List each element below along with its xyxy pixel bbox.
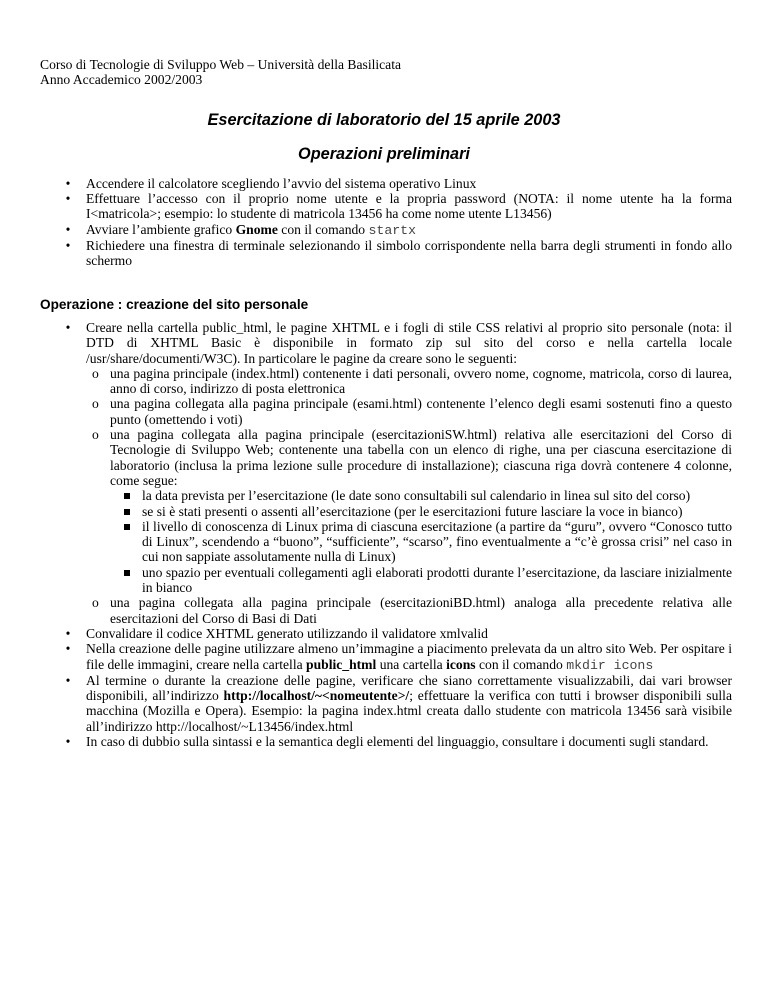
list-item-text: Creare nella cartella public_html, le pagine XHTML e i fogli di stile CSS relativi al proprio sito personale (nota: il DTD di XHTML Basic è disponibile in formato zip sul sito del corso e nella cartella locale /usr/share/documenti/W3C). In particolare le pagine da creare sono le seguenti: — [86, 320, 732, 366]
header-year-line: Anno Accademico 2002/2003 — [40, 71, 203, 87]
circle-bullet-icon: o — [92, 595, 99, 611]
list-item-text: Convalidare il codice XHTML generato utilizzando il validatore xmlvalid — [86, 625, 488, 641]
bullet-icon: • — [65, 641, 71, 657]
list-item — [64, 734, 732, 749]
circle-bullet-icon: o — [92, 427, 99, 443]
command-code: startx — [368, 222, 416, 238]
list-item — [64, 222, 732, 238]
sublist-item-text: una pagina collegata alla pagina principale (esami.html) contenente l’elenco degli esami sostenuti fino a questo punto (omettendo i voti) — [110, 396, 732, 427]
bullet-icon: • — [65, 734, 71, 750]
list-item — [64, 673, 732, 734]
section-heading: Operazione : creazione del sito personale — [40, 297, 309, 312]
square-bullet-icon — [124, 509, 130, 515]
preliminary-list — [64, 176, 732, 268]
column-item — [110, 504, 732, 519]
list-item-text: Accendere il calcolatore scegliendo l’avvio del sistema operativo Linux — [86, 176, 477, 191]
bullet-icon: • — [65, 672, 71, 688]
list-item — [64, 320, 732, 626]
bullet-icon: • — [65, 221, 71, 237]
sublist-item — [86, 595, 732, 626]
column-item — [110, 488, 732, 503]
url-emphasis: http://localhost/~<nomeutente>/ — [223, 688, 410, 704]
bullet-icon: • — [65, 625, 71, 641]
page-title: Esercitazione di laboratorio del 15 aprile 2003 — [207, 111, 561, 129]
section-subtitle: Operazioni preliminari — [298, 145, 470, 163]
sublist-item — [86, 366, 732, 397]
operations-list — [64, 320, 732, 749]
header-course-line: Corso di Tecnologie di Sviluppo Web – Università della Basilicata — [40, 57, 402, 72]
list-item — [64, 626, 732, 641]
circle-bullet-icon: o — [92, 365, 99, 381]
columns-sublist — [110, 488, 732, 595]
list-item — [64, 238, 732, 268]
sublist-item-text: una pagina principale (index.html) contenente i dati personali, ovvero nome, cognome, matricola, corso di laurea, anno di corso, indirizzo di posta elettronica — [110, 365, 732, 397]
column-item-text: la data prevista per l’esercitazione (le date sono consultabili sul calendario in linea sul sito del corso) — [142, 488, 691, 504]
list-item-text: Richiedere una finestra di terminale selezionando il simbolo corrispondente nella barra degli strumenti in fondo allo schermo — [86, 237, 732, 269]
list-item-text: Avviare l’ambiente grafico — [86, 221, 236, 237]
list-item-text: Nella creazione delle pagine utilizzare almeno un’immagine a piacimento prelevata da un altro sito Web. Per ospitare i file delle immagini, creare nella cartella — [86, 641, 732, 672]
command-code: mkdir icons — [566, 657, 654, 673]
list-item-text: una cartella — [376, 656, 447, 672]
pages-sublist — [86, 366, 732, 626]
sublist-item-text: una pagina collegata alla pagina principale (esercitazioniBD.html) analoga alla precedente relativa alle esercitazioni del Corso di Basi di Dati — [110, 595, 732, 626]
list-item-text: ; effettuare la verifica con tutti i browser disponibili sulla macchina (Mozilla e Opera). Esempio: la pagina index.html creata dallo studente con matricola 13456 sarà visibile all’indirizzo http://localhost/~L13456/index.html — [86, 688, 732, 734]
document-header — [40, 58, 401, 87]
bullet-icon: • — [65, 176, 71, 191]
sublist-item — [86, 427, 732, 595]
list-item-text: Effettuare l’accesso con il proprio nome utente e la propria password (NOTA: il nome utente ha la forma I<matricola>; esempio: lo studente di matricola 13456 ha come nome utente L13456) — [86, 191, 732, 222]
circle-bullet-icon: o — [92, 396, 99, 412]
square-bullet-icon — [124, 570, 130, 576]
bullet-icon: • — [65, 320, 71, 335]
column-item-text: il livello di conoscenza di Linux prima di ciascuna esercitazione (a partire da “guru”, ovvero “Conosco tutto di Linux”, scendendo a “buono”, “sufficiente”, “scarso”, fino eventualmente a “c’è grossa crisi” nel caso in cui non sappiate assolutamente nulla di Linux) — [142, 518, 732, 565]
emphasis-text: Gnome — [235, 221, 278, 237]
column-item — [110, 565, 732, 596]
list-item — [64, 191, 732, 221]
sublist-item-text: una pagina collegata alla pagina principale (esercitazioniSW.html) relativa alle esercitazioni del Corso di Tecnologie di Sviluppo Web; contenente una tabella con un elenco di righe, una per ciascuna esercitazione di laboratorio (inclusa la prima lezione sulle procedure di installazione); ciascuna riga dovrà contenere 4 colonne, come segue: — [110, 427, 732, 488]
list-item-text: In caso di dubbio sulla sintassi e la semantica degli elementi del linguaggio, consultare i documenti sugli standard. — [86, 734, 709, 750]
emphasis-text: public_html — [306, 656, 377, 672]
square-bullet-icon — [124, 524, 130, 530]
bullet-icon: • — [65, 191, 71, 207]
list-item — [64, 641, 732, 673]
column-item-text: uno spazio per eventuali collegamenti agli elaborati prodotti durante l’esercitazione, da lasciare inizialmente in bianco — [142, 564, 732, 596]
bullet-icon: • — [65, 237, 71, 253]
column-item — [110, 519, 732, 565]
sublist-item — [86, 396, 732, 427]
list-item-text: con il comando — [475, 656, 567, 672]
list-item-text: con il comando — [277, 221, 369, 237]
list-item-text: Al termine o durante la creazione delle pagine, verificare che siano correttamente visualizzabili, dai vari browser disponibili, all’indirizzo — [86, 672, 732, 704]
emphasis-text: icons — [446, 656, 476, 672]
column-item-text: se si è stati presenti o assenti all’esercitazione (per le esercitazioni future lasciare la voce in bianco) — [142, 503, 683, 519]
list-item — [64, 176, 732, 191]
square-bullet-icon — [124, 493, 130, 499]
